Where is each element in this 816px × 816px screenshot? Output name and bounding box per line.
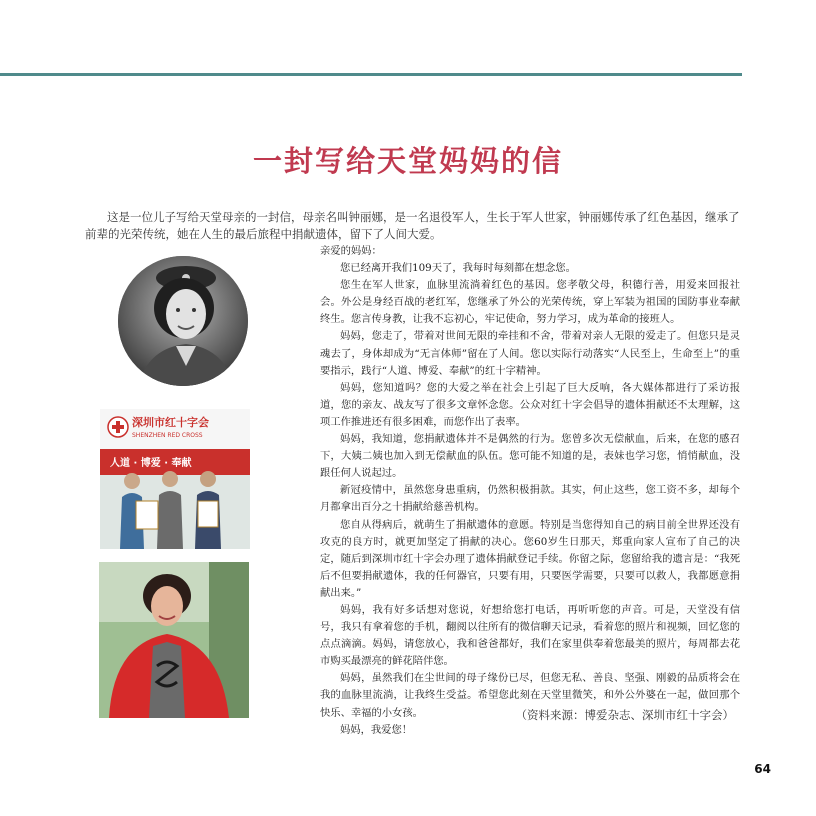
letter-paragraph: 您已经离开我们109天了，我每时每刻都在想念您。 [340, 262, 576, 275]
source-citation: （资料来源：博爱杂志、深圳市红十字会） [515, 708, 734, 722]
letter-paragraph: 您自从得病后，就萌生了捐献遗体的意愿。特别是当您得知自己的病目前全世界还没有攻克的良方时，就更加坚定了捐献的决心。您60岁生日那天，郑重向家人宣布了自己的决定，随后到深圳市红十字会办理了遗体捐献登记手续。你留之际，您留给我的遗言是：“我死后不但要捐献遗体，我的任何器官，只要有用，只要医学需要，只要可以救人，我都愿意捐献出来。” [320, 518, 740, 599]
banner-en: SHENZHEN RED CROSS [132, 432, 203, 439]
page-number: 64 [754, 762, 771, 776]
letter-paragraph: 妈妈，我有好多话想对您说，好想给您打电话，再听听您的声音。可是，天堂没有信号，我只有拿着您的手机，翻阅以往所有的微信聊天记录，看着您的照片和视频，回忆您的点点滴滴。妈妈，请您放心，我和爸爸都好，我们在家里供奉着您最美的照片，每周都去花市购买最漂亮的鲜花陪伴您。 [320, 603, 740, 668]
letter-salutation: 亲爱的妈妈： [320, 245, 382, 257]
banner-cn: 深圳市红十字会 [132, 416, 209, 429]
letter-paragraph: 妈妈，我知道，您捐献遗体并不是偶然的行为。您曾多次无偿献血，后来，在您的感召下，大姨二姨也加入到无偿献血的队伍。您可能不知道的是，表妹也学习您，悄悄献血，没跟任何人说起过。 [320, 433, 740, 480]
header-accent-line [0, 73, 742, 76]
banner-strip: 人道 · 博爱 · 奉献 [110, 458, 192, 469]
intro-paragraph: 这是一位儿子写给天堂母亲的一封信，母亲名叫钟丽娜，是一名退役军人，生长于军人世家，钟丽娜传承了红色基因，继承了前辈的光荣传统，她在人生的最后旅程中捐献遗体，留下了人间大爱。 [85, 209, 740, 241]
letter-paragraph: 新冠疫情中，虽然您身患重病，仍然积极捐款。其实，何止这些，您工资不多，却每个月都拿出百分之十捐献给慈善机构。 [320, 484, 740, 514]
red-cross-ceremony-photo [100, 409, 250, 549]
letter-paragraph: 妈妈，我爱您！ [340, 723, 413, 736]
letter-paragraph: 您生在军人世家，血脉里流淌着红色的基因。您孝敬父母，积德行善，用爱来回报社会。外公是身经百战的老红军，您继承了外公的光荣传统，穿上军装为祖国的国防事业奉献终生。您言传身教，让我不忘初心，牢记使命，努力学习，成为革命的接班人。 [320, 279, 740, 326]
portrait-photo [118, 256, 248, 386]
page-title: 一封写给天堂妈妈的信 [252, 144, 563, 179]
letter-body [320, 243, 740, 739]
woman-red-jacket-photo [99, 562, 249, 718]
letter-paragraph: 妈妈，您走了，带着对世间无限的牵挂和不舍，带着对亲人无限的爱走了。但您只是灵魂去了，身体却成为“无言体师”留在了人间。您以实际行动落实“人民至上，生命至上”的重要指示，践行“人道、博爱、奉献”的红十字精神。 [320, 330, 740, 377]
letter-paragraph: 妈妈，虽然我们在尘世间的母子缘份已尽，但您无私、善良、坚强、刚毅的品质将会在我的血脉里流淌，让我终生受益。希望您此刻在天堂里微笑，和外公外婆在一起，做回那个快乐、幸福的小女孩。 [320, 672, 740, 719]
letter-paragraph: 妈妈，您知道吗？您的大爱之举在社会上引起了巨大反响，各大媒体都进行了采访报道，您的亲友、战友写了很多文章怀念您。公众对红十字会倡导的遗体捐献还不太理解，这项工作推进还有很多困难，而您作出了表率。 [320, 381, 740, 428]
